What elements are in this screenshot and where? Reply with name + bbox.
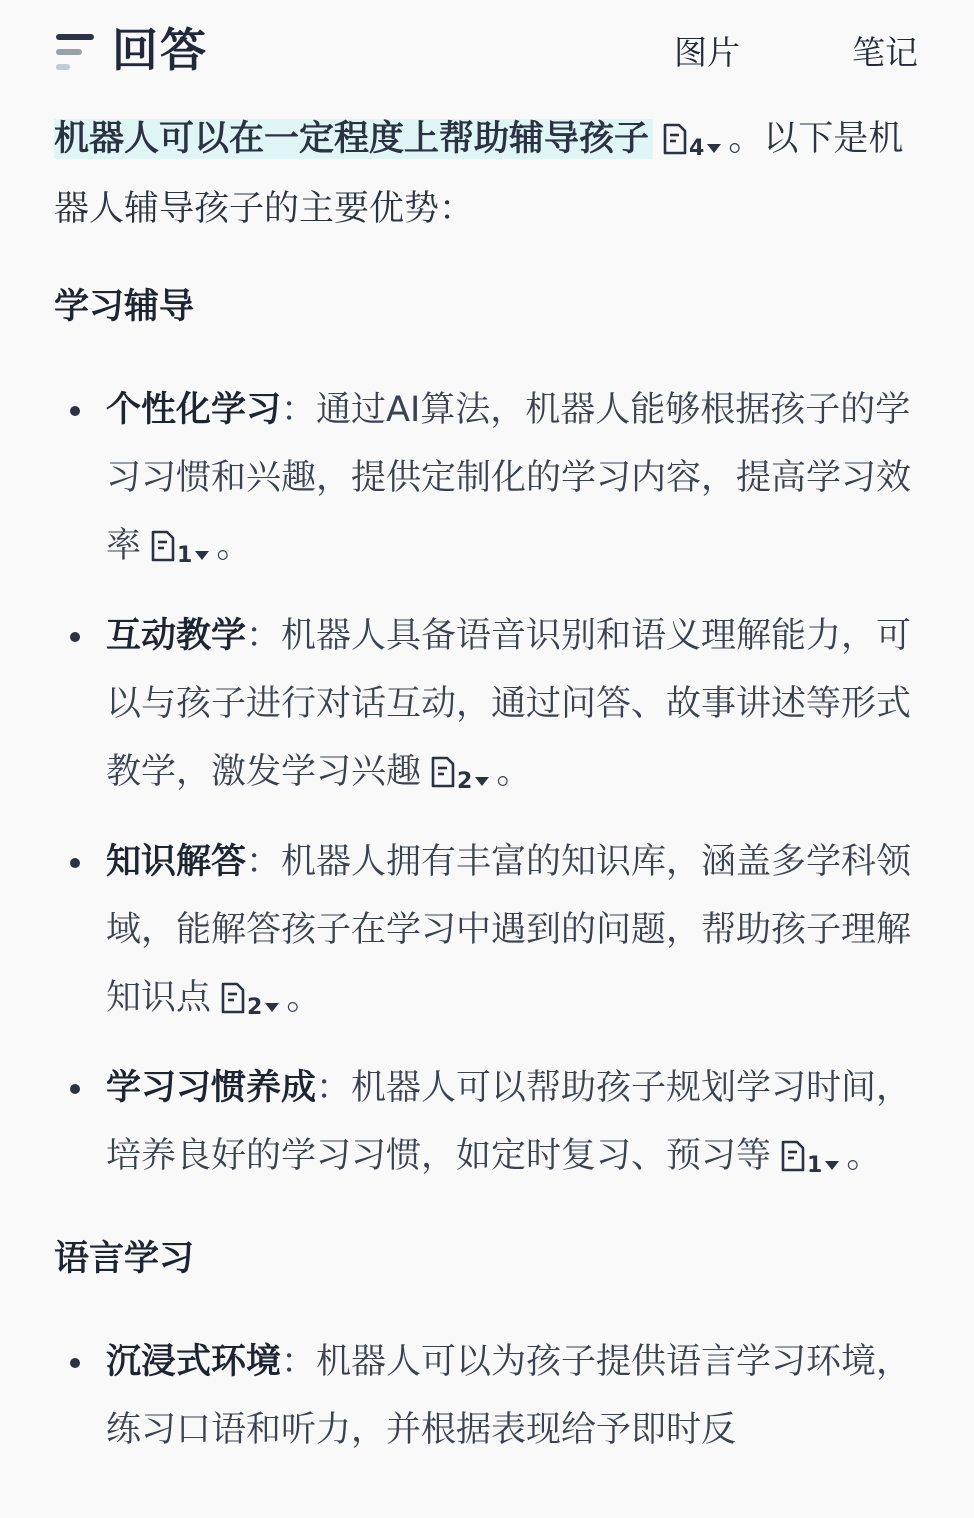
notes-tab[interactable]: 笔记 [852,33,918,72]
citation-count: 1 [807,1153,823,1178]
item-separator: ： [246,616,282,656]
citation-count: 2 [247,995,263,1020]
citation-count: 1 [177,543,193,568]
document-citation-icon [661,122,691,156]
document-citation-icon [779,1139,809,1173]
page-title: 回答 [112,23,208,77]
item-end: 。 [286,978,322,1018]
study-advantages-list [54,376,920,1190]
citation-count: 4 [689,136,705,161]
caret-down-icon [194,549,210,561]
language-advantages-list [54,1328,920,1464]
intro-rest: 。以下是机器人辅导孩子的主要优势： [54,119,904,229]
list-item [54,1054,920,1190]
item-term: 沉浸式环境 [106,1342,282,1382]
citation-badge[interactable] [429,755,490,794]
list-item [54,602,920,806]
citation-badge[interactable] [219,981,280,1020]
citation-badge[interactable] [661,122,722,161]
item-text: 机器人具备语音识别和语义理解能力，可以与孩子进行对话互动，通过问答、故事讲述等形式教学，激发学习兴趣 [106,616,912,792]
caret-down-icon [474,775,490,787]
item-text: 机器人可以帮助孩子规划学习时间，培养良好的学习习惯，如定时复习、预习等 [106,1068,912,1176]
item-term: 学习习惯养成 [106,1068,317,1108]
document-citation-icon [219,981,249,1015]
section-heading-language: 语言学习 [54,1239,195,1279]
list-item [54,1328,920,1464]
images-tab[interactable]: 图片 [674,33,740,72]
caret-down-icon [706,142,722,154]
header-bar [0,0,974,100]
item-separator: ： [316,1068,352,1108]
document-citation-icon [149,529,179,563]
highlighted-summary: 机器人可以在一定程度上帮助辅导孩子 [54,119,653,159]
section-heading-study: 学习辅导 [54,287,195,327]
intro-paragraph [54,104,920,244]
item-separator: ： [246,842,282,882]
answer-content [54,104,920,1486]
item-text: 机器人可以为孩子提供语言学习环境，练习口语和听力，并根据表现给予即时反 [106,1342,912,1450]
item-end: 。 [846,1136,882,1176]
caret-down-icon [824,1159,840,1171]
item-term: 互动教学 [106,616,247,656]
item-text: 机器人拥有丰富的知识库，涵盖多学科领域，能解答孩子在学习中遇到的问题，帮助孩子理解知识点 [106,842,912,1018]
item-term: 个性化学习 [106,390,282,430]
citation-badge[interactable] [779,1139,840,1178]
caret-down-icon [264,1001,280,1013]
item-term: 知识解答 [106,842,247,882]
item-end: 。 [496,752,532,792]
menu-lines-icon[interactable] [54,30,98,74]
item-end: 。 [216,526,252,566]
list-item [54,828,920,1032]
list-item [54,376,920,580]
citation-badge[interactable] [149,529,210,568]
item-text: 通过AI算法，机器人能够根据孩子的学习习惯和兴趣，提供定制化的学习内容，提高学习效率 [106,390,912,566]
item-separator: ： [281,390,317,430]
citation-count: 2 [457,769,473,794]
document-citation-icon [429,755,459,789]
item-separator: ： [281,1342,317,1382]
